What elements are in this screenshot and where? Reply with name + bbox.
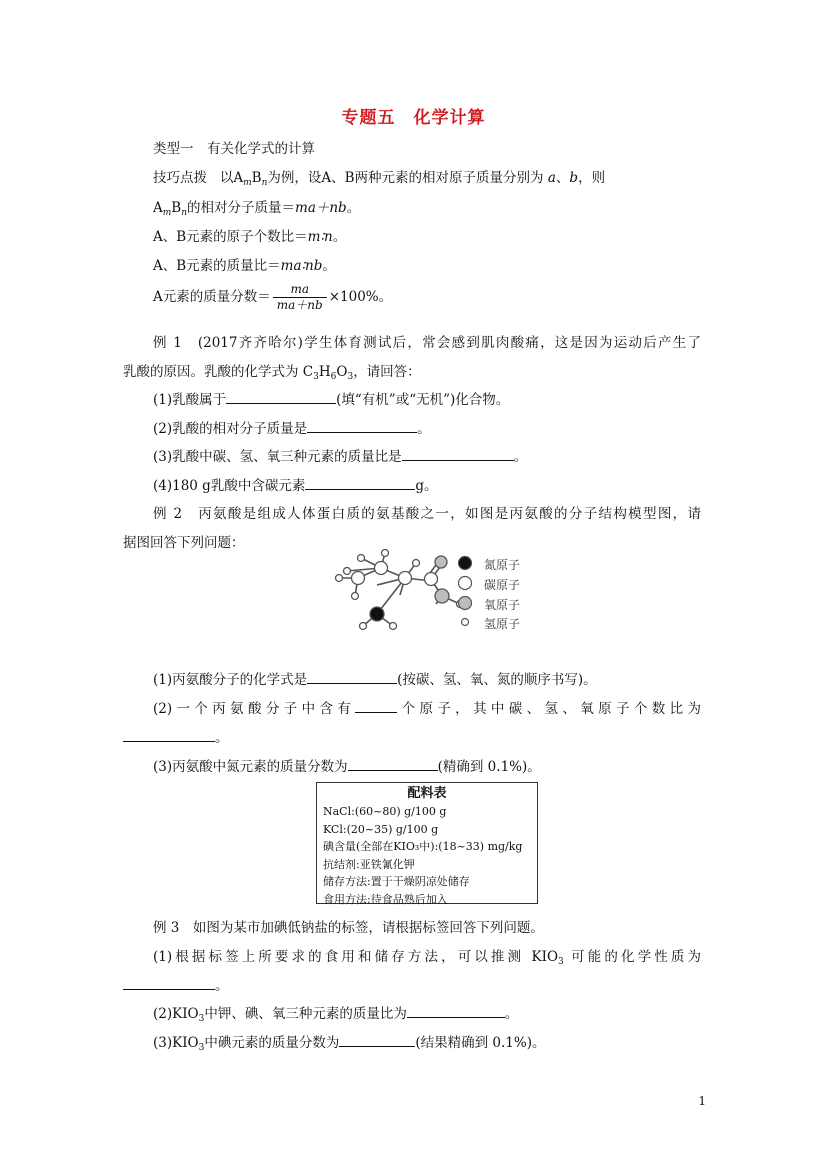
oxygen-legend-icon — [459, 597, 472, 610]
label-heading: 配料表 — [407, 786, 447, 801]
answer-blank[interactable] — [123, 729, 215, 742]
label-line: 储存方法:置于干燥阴凉处储存 — [323, 875, 470, 888]
hydrogen-atom — [336, 575, 343, 582]
ex2-intro-1: 例 2 丙氨酸是组成人体蛋白质的氨基酸之一，如图是丙氨酸的分子结构模型图，请 — [153, 506, 701, 522]
ex3-q3: $(3)KIO_3$中碘元素的质量分数为 (结果精确到 0.1%)。 — [153, 1035, 546, 1053]
hydrogen-atom — [390, 623, 397, 630]
legend-hydrogen: 氢原子 — [484, 617, 521, 631]
nitrogen-atom — [370, 607, 384, 621]
oxygen-atom — [435, 589, 449, 603]
hydrogen-legend-icon — [462, 619, 469, 626]
label-line: KCl:(20~35) g/100 g — [323, 822, 439, 836]
carbon-atom — [352, 572, 365, 585]
answer-blank[interactable] — [123, 977, 215, 990]
tip-line-4: A、B元素的质量比＝ma∶nb。 — [153, 258, 336, 274]
label-line: 碘含量(全部在KIO₃中):(18~33) mg/kg — [323, 840, 523, 853]
ex3-intro: 例 3 如图为某市加碘低钠盐的标签，请根据标签回答下列问题。 — [153, 920, 544, 936]
ingredient-label — [316, 782, 538, 904]
hydrogen-atom — [413, 560, 420, 567]
hydrogen-atom — [358, 555, 365, 562]
label-line: NaCl:(60~80) g/100 g — [323, 805, 447, 818]
ex2-q2: (2)一个丙氨酸分子中含有 个原子，其中碳、氢、氧原子个数比为 — [153, 701, 702, 717]
ex1-intro-1: 例 1 (2017齐齐哈尔)学生体育测试后，常会感到肌肉酸痛，这是因为运动后产生了 — [153, 335, 701, 351]
answer-blank[interactable] — [226, 391, 336, 404]
carbon-atom — [425, 573, 438, 586]
ex3-q1: (1)根据标签上所要求的食用和储存方法，可以推测 $KIO_3$ 可能的化学性质为 — [153, 949, 701, 967]
nitrogen-legend-icon — [459, 557, 472, 570]
page-title: 专题五 化学计算 — [341, 108, 486, 128]
label-line: 抗结剂:亚铁氰化钾 — [323, 857, 415, 871]
answer-blank[interactable] — [348, 758, 438, 771]
answer-blank[interactable] — [407, 1005, 505, 1018]
answer-blank[interactable] — [307, 420, 417, 433]
legend-nitrogen: 氮原子 — [484, 558, 521, 572]
hydrogen-atom — [352, 593, 359, 600]
hydrogen-atom — [344, 568, 351, 575]
answer-blank[interactable] — [402, 448, 514, 461]
oxygen-atom — [435, 556, 447, 568]
ex2-q3: (3)丙氨酸中氮元素的质量分数为 (精确到 0.1%)。 — [153, 759, 541, 775]
carbon-atom — [375, 562, 388, 575]
atom-legend-symbols — [454, 553, 476, 629]
carbon-atom — [399, 572, 412, 585]
hydrogen-atom — [360, 623, 367, 630]
tip-line-3: A、B元素的原子个数比＝m∶n。 — [153, 229, 347, 245]
ex3-q2: $(2)KIO_3$中钾、碘、氧三种元素的质量比为 。 — [153, 1006, 519, 1024]
mass-fraction: $\frac{ma}{ma+nb}$ — [273, 282, 327, 313]
legend-oxygen: 氧原子 — [484, 598, 521, 612]
tip-line-1: 技巧点拨 以$A_mB_n$为例，设A、B两种元素的相对原子质量分别为 a、b，则 — [153, 170, 606, 188]
ex1-intro-2: 乳酸的原因。乳酸的化学式为 $C_3H_6O_3$，请回答： — [123, 364, 421, 382]
answer-blank[interactable] — [339, 1034, 415, 1047]
section-heading: 类型一 有关化学式的计算 — [153, 141, 315, 157]
carbon-legend-icon — [459, 577, 472, 590]
legend-carbon: 碳原子 — [484, 578, 521, 592]
ex1-q3: (3)乳酸中碳、氢、氧三种元素的质量比是 。 — [153, 449, 528, 465]
ex1-q1: (1)乳酸属于 (填“有机”或“无机”)化合物。 — [153, 392, 510, 408]
ex1-q4: (4)180 g乳酸中含碳元素 g。 — [153, 478, 438, 494]
ex3-q1-cont: 。 — [123, 974, 229, 994]
ex2-q1: (1)丙氨酸分子的化学式是 (按碳、氢、氧、氮的顺序书写)。 — [153, 672, 597, 688]
page-number: 1 — [698, 1094, 706, 1108]
tip-line-5: A元素的质量分数＝ $\frac{ma}{ma+nb}$ ×100%。 — [153, 282, 393, 312]
ex2-intro-2: 据图回答下列问题： — [123, 535, 245, 551]
label-line: 食用方法:待食品熟后加入 — [323, 892, 448, 906]
answer-blank[interactable] — [355, 700, 397, 713]
tip-label: 技巧点拨 — [153, 170, 207, 186]
tip-line-2: $A_mB_n$的相对分子质量＝ma＋nb。 — [153, 200, 361, 218]
answer-blank[interactable] — [305, 477, 415, 490]
ex1-q2: (2)乳酸的相对分子质量是 。 — [153, 421, 431, 437]
hydrogen-atom — [382, 550, 389, 557]
answer-blank[interactable] — [307, 671, 397, 684]
ex2-q2-cont: 。 — [123, 726, 229, 746]
